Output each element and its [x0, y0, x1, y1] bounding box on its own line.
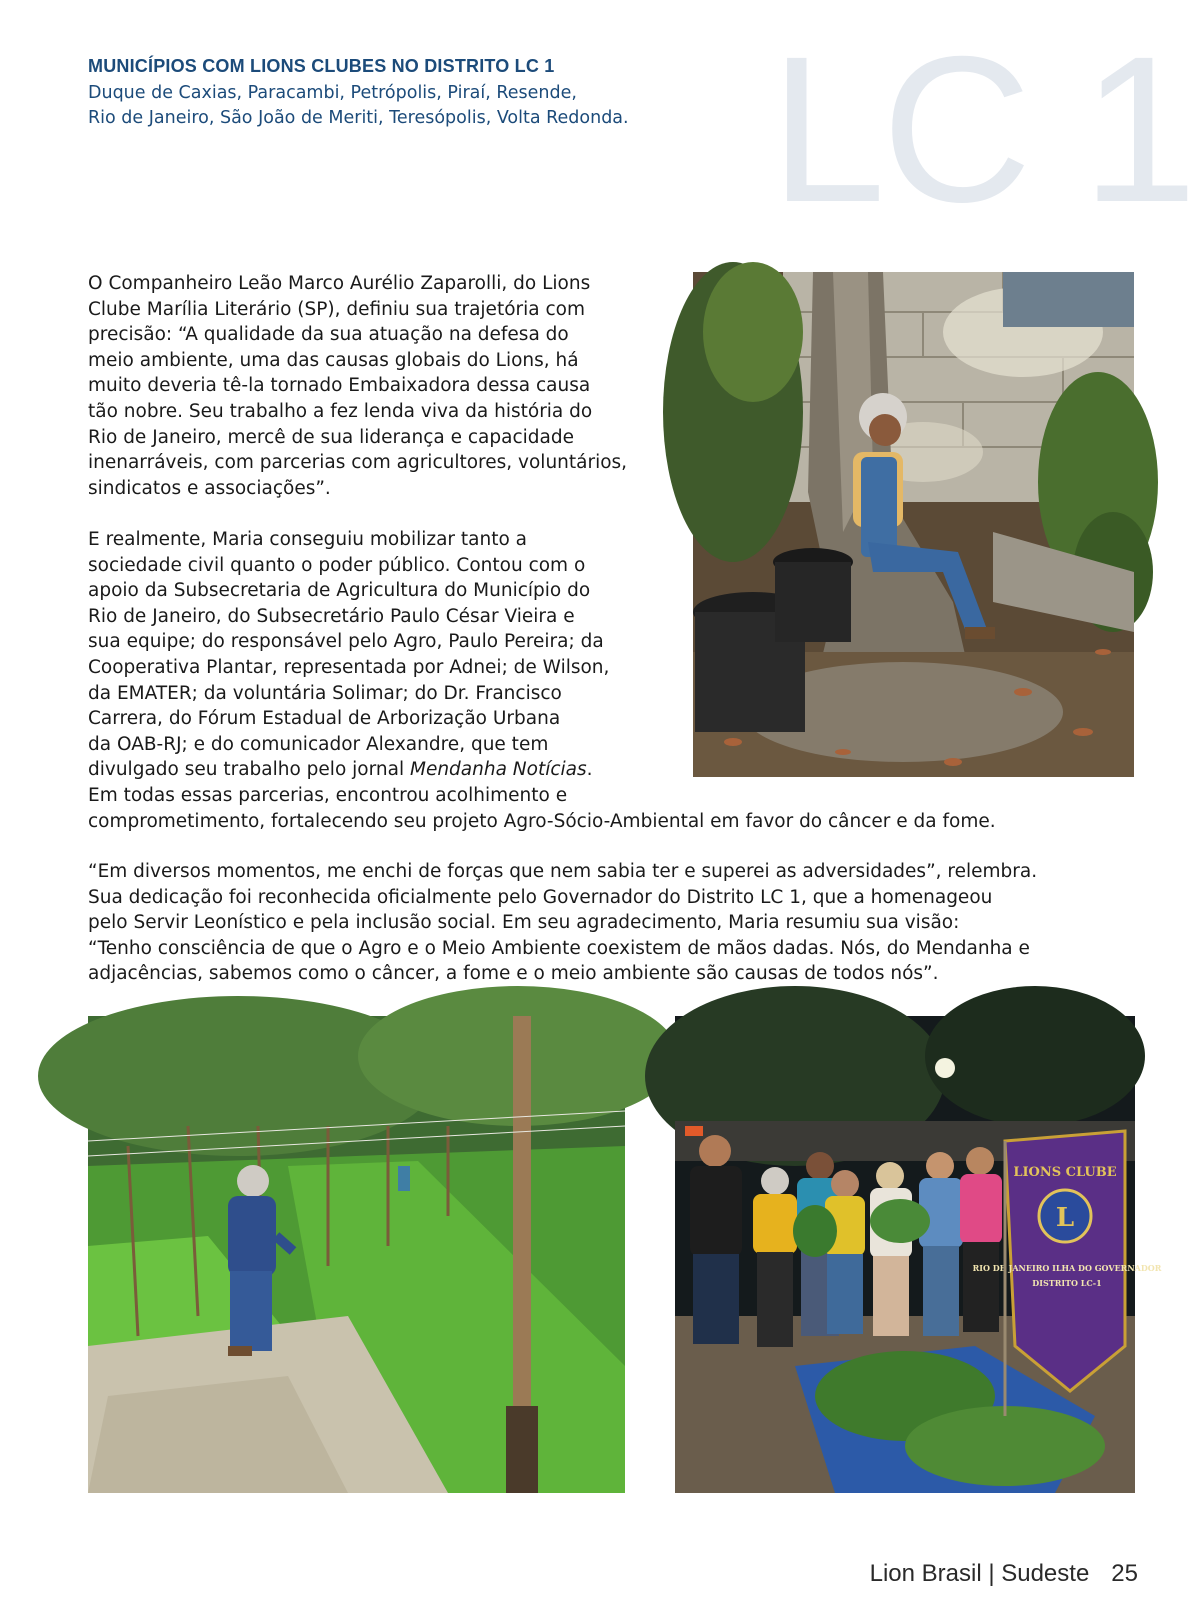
banner-emblem-letter: L — [1055, 1203, 1075, 1233]
article-paragraph-3: “Em diversos momentos, me enchi de forças que nem sabia ter e superei as adversidades”, relembra. Sua dedicação foi reconhecida oficialmente pelo Governador do Distrito LC 1, que a homenageou pelo Servir Leonístico e pela inclusão social. Em seu agradecimento, Maria resumiu sua visão: “Tenho consciência de que o Agro e o Meio Ambiente coexistem de mãos dadas. Nós, do Mendanha e adjacências, sabemos como o câncer, a fome e o meio ambiente são causas de todos nós”. — [88, 861, 1038, 985]
header-title: MUNICÍPIOS COM LIONS CLUBES NO DISTRITO LC 1 — [88, 56, 555, 76]
header-municipalities: Duque de Caxias, Paracambi, Petrópolis, Piraí, Resende, Rio de Janeiro, São João de Meriti, Teresópolis, Volta Redonda. — [88, 83, 629, 128]
paragraph-2-text-a: E realmente, Maria conseguiu mobilizar tanto a sociedade civil quanto o poder público. Contou com o apoio da Subsecretaria de Agricultura do Município do Rio de Janeiro, do Subsecretário Paulo César Vieira e sua equipe; do responsável pelo Agro, Paulo Pereira; da Cooperativa Plantar, representada por Adnei; de Wilson, da EMATER; da voluntária Solimar; do Dr. Francisco Carrera, do Fórum Estadual de Arborização Urbana da OAB-RJ; e do comunicador Alexandre, que tem divulgado seu trabalho pelo jornal — [88, 529, 610, 781]
page-footer — [870, 1560, 1138, 1588]
photo-group-with-lions-banner — [675, 1016, 1162, 1493]
district-watermark: LC 1 — [770, 14, 1194, 246]
photo-vegetable-garden — [88, 1016, 625, 1493]
banner-line-1: RIO DE JANEIRO ILHA DO GOVERNADOR — [972, 1263, 1162, 1273]
banner-line-2: DISTRITO LC-1 — [1032, 1278, 1102, 1288]
paragraph-2-text-b: . Em todas essas parcerias, encontrou acolhimento e comprometimento, fortalecendo seu projeto Agro-Sócio-Ambiental em favor do câncer e da fome. — [88, 759, 996, 832]
publication-name: Lion Brasil | Sudeste — [869, 1560, 1090, 1587]
page-number: 25 — [1111, 1560, 1138, 1587]
photo-maria-under-tree — [693, 272, 1134, 777]
article-paragraph-1: O Companheiro Leão Marco Aurélio Zaparolli, do Lions Clube Marília Literário (SP), definiu sua trajetória com precisão: “A qualidade da sua atuação na defesa do meio ambiente, uma das causas globais do Lions, há muito deveria tê-la tornado Embaixadora dessa causa tão nobre. Seu trabalho a fez lenda viva da história do Rio de Janeiro, mercê de sua liderança e capacidade inenarráveis, com parcerias com agricultores, voluntários, sindicatos e associações”. — [88, 273, 628, 499]
newspaper-name: Mendanha Notícias — [409, 759, 587, 781]
banner-top-text: LIONS CLUBE — [1013, 1165, 1117, 1180]
